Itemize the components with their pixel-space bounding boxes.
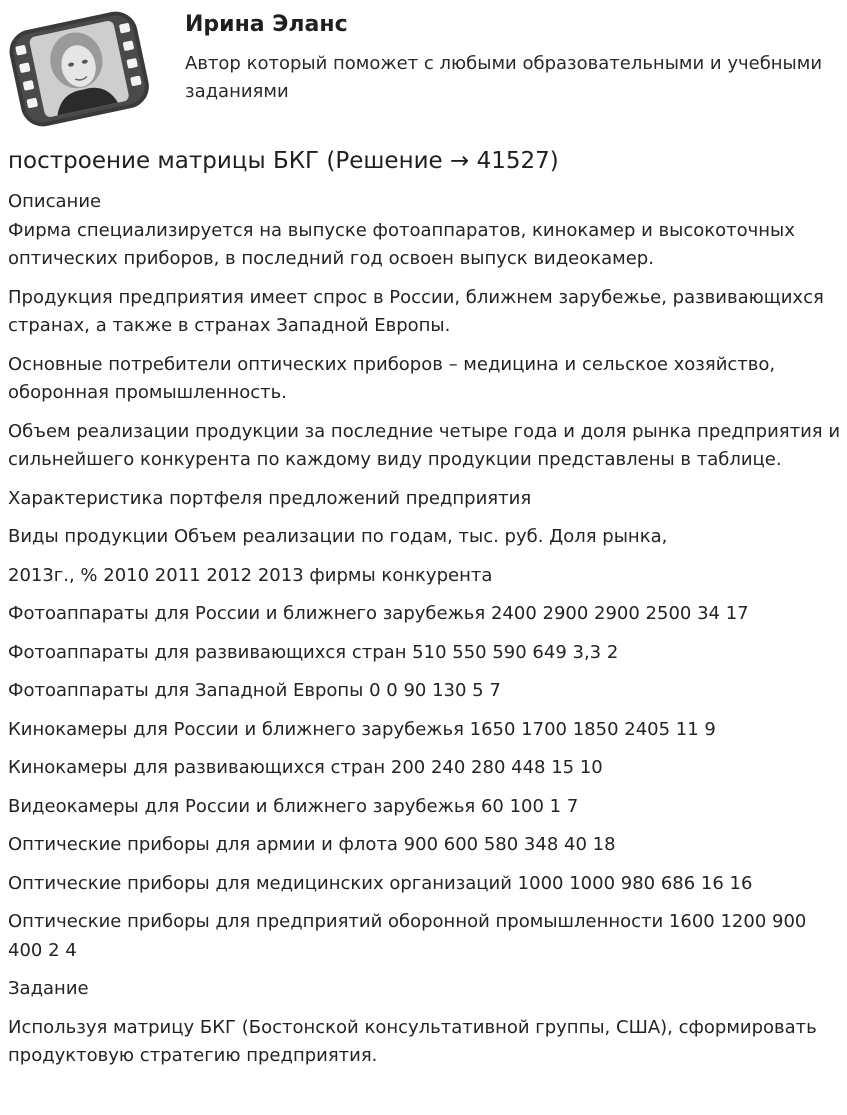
paragraph: Фотоаппараты для России и ближнего зарубежья 2400 2900 2900 2500 34 17 bbox=[8, 603, 749, 624]
paragraph: Фирма специализируется на выпуске фотоаппаратов, кинокамер и высокоточных оптических приборов, в последний год освоен выпуск видеокамер. bbox=[8, 219, 795, 269]
paragraph: Характеристика портфеля предложений предприятия bbox=[8, 487, 532, 509]
author-avatar bbox=[8, 8, 150, 128]
author-name[interactable]: Ирина Эланс bbox=[185, 12, 348, 37]
paragraph: Продукция предприятия имеет спрос в России, ближнем зарубежье, развивающихся странах, а также в странах Западной Европы. bbox=[8, 286, 824, 336]
paragraph: Оптические приборы для армии и флота 900 600 580 348 40 18 bbox=[8, 834, 616, 855]
paragraph: Оптические приборы для медицинских организаций 1000 1000 980 686 16 16 bbox=[8, 872, 753, 894]
paragraph: Объем реализации продукции за последние четыре года и доля рынка предприятия и сильнейшего конкурента по каждому виду продукции представлены в таблице. bbox=[8, 420, 841, 470]
paragraph: Фотоаппараты для развивающихся стран 510 550 590 649 3,3 2 bbox=[8, 641, 619, 663]
author-card bbox=[0, 0, 847, 140]
description-label: Описание bbox=[8, 191, 102, 212]
paragraph: Кинокамеры для России и ближнего зарубежья 1650 1700 1850 2405 11 9 bbox=[8, 718, 716, 740]
paragraph: Фотоаппараты для Западной Европы 0 0 90 130 5 7 bbox=[8, 680, 501, 701]
paragraph: Используя матрицу БКГ (Бостонской консультативной группы, США), сформировать продуктовую стратегию предприятия. bbox=[8, 1016, 817, 1066]
paragraph: Оптические приборы для предприятий оборонной промышленности 1600 1200 900 400 2 4 bbox=[8, 911, 807, 961]
task-content bbox=[8, 188, 843, 1081]
author-description: Автор который поможет с любыми образовательными и учебными заданиями bbox=[185, 53, 823, 102]
paragraph: Основные потребители оптических приборов – медицина и сельское хозяйство, оборонная промышленность. bbox=[8, 353, 776, 403]
paragraph: Кинокамеры для развивающихся стран 200 240 280 448 15 10 bbox=[8, 757, 603, 778]
paragraph: Виды продукции Объем реализации по годам, тыс. руб. Доля рынка, bbox=[8, 526, 668, 547]
paragraph: 2013г., % 2010 2011 2012 2013 фирмы конкурента bbox=[8, 564, 493, 586]
page-title: построение матрицы БКГ (Решение → 41527) bbox=[8, 148, 559, 174]
task-label: Задание bbox=[8, 978, 89, 999]
paragraph: Видеокамеры для России и ближнего зарубежья 60 100 1 7 bbox=[8, 795, 579, 817]
